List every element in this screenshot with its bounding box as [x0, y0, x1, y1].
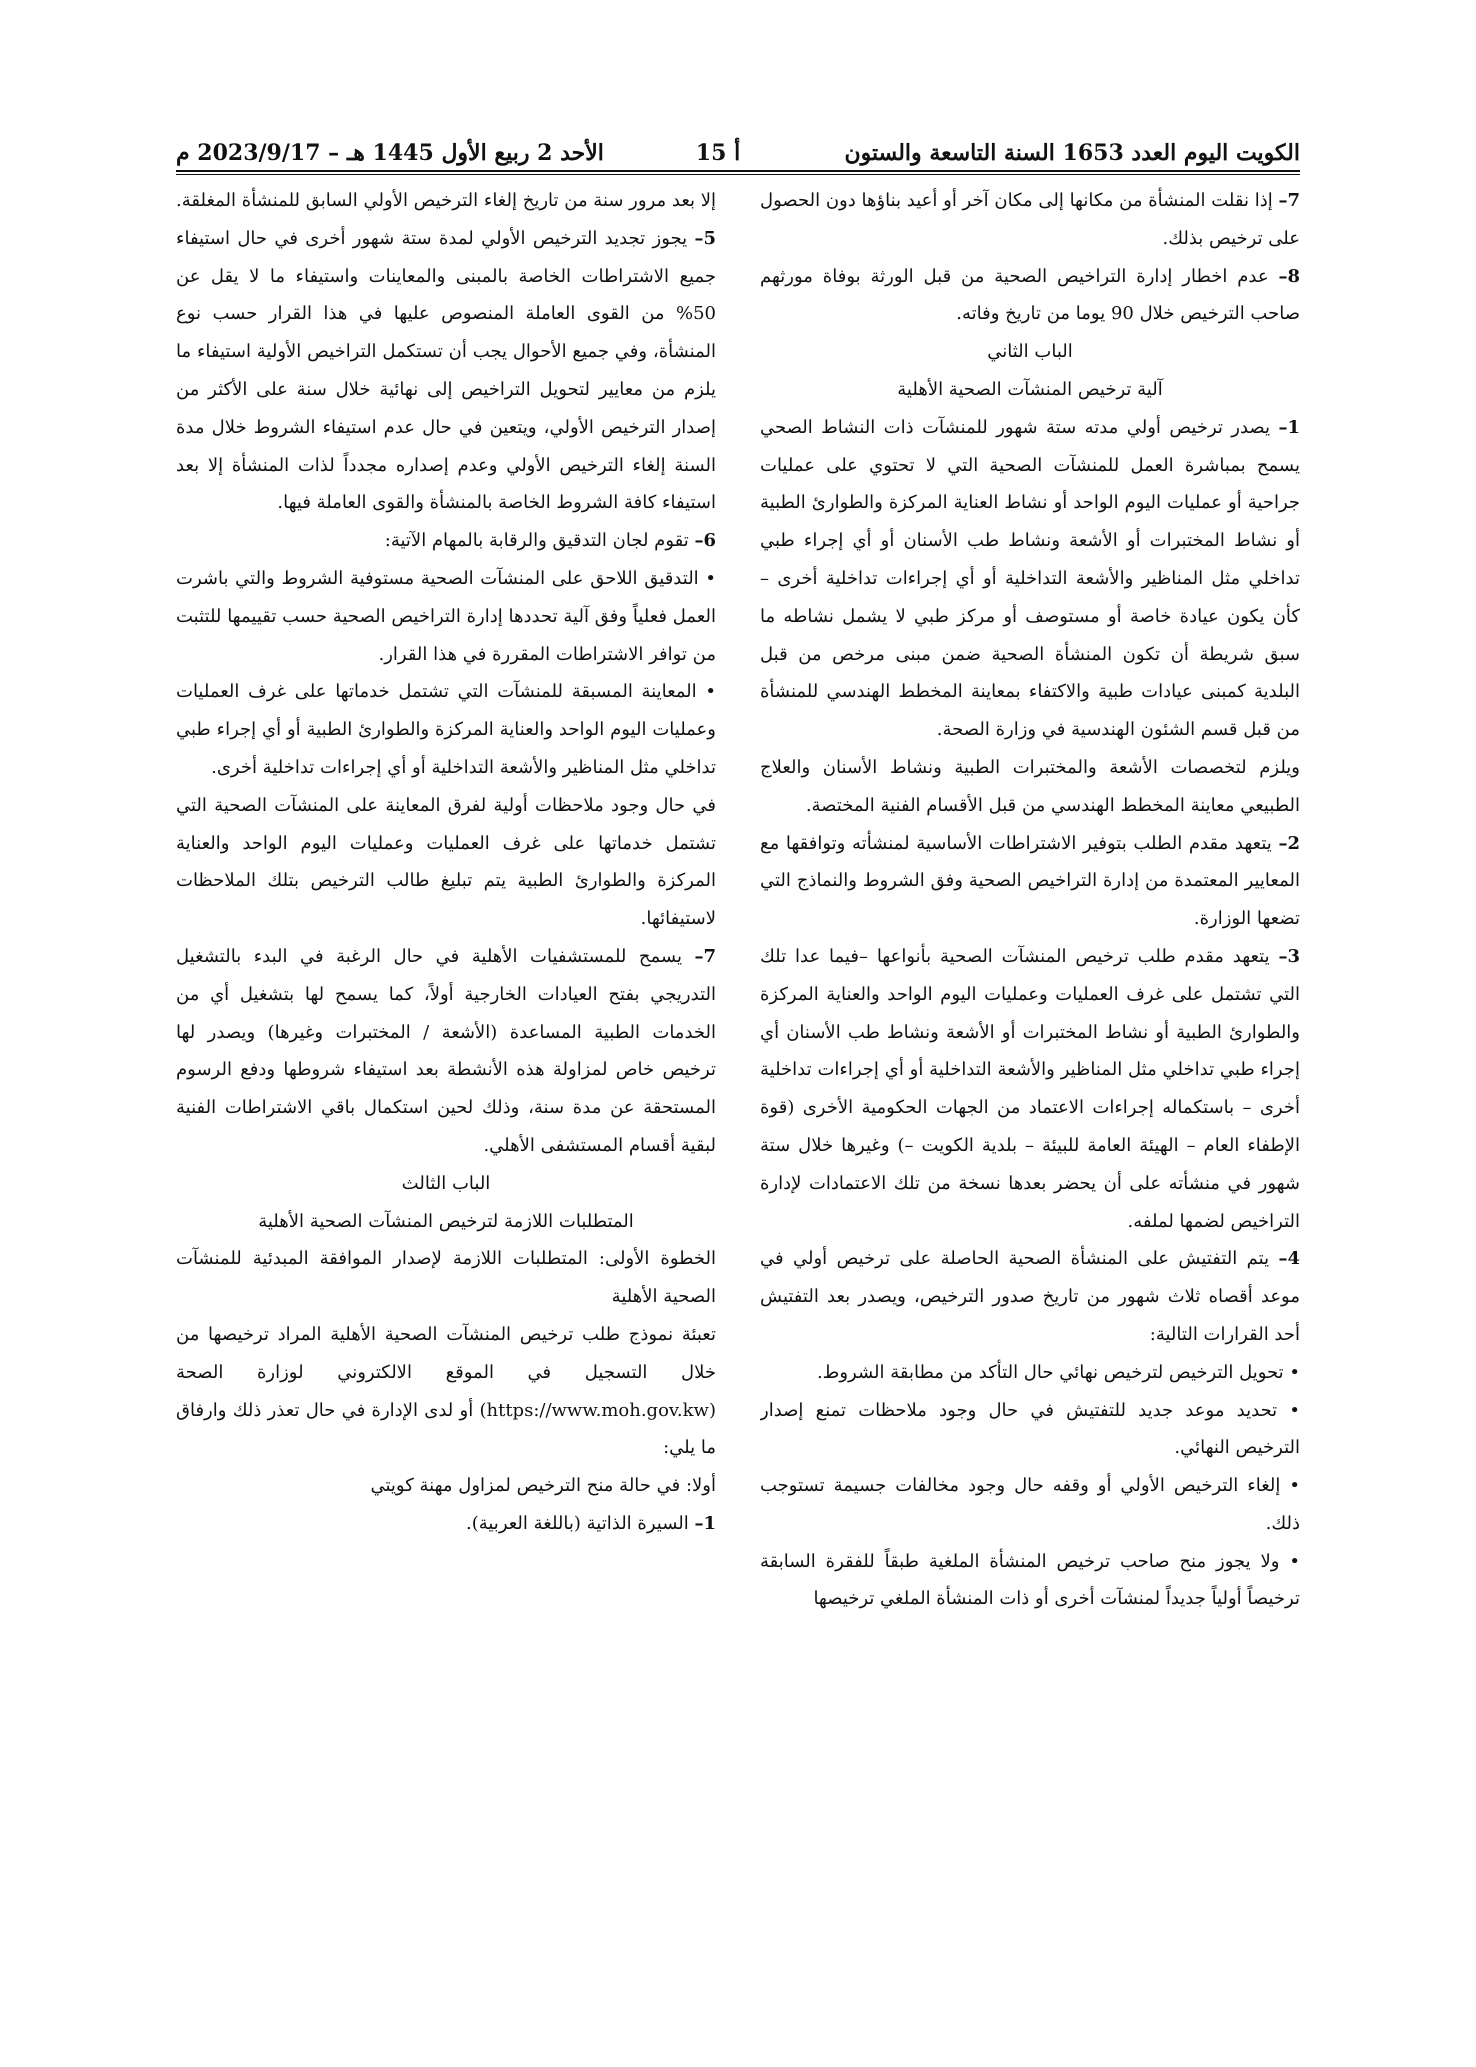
item-number: 7–: [694, 945, 716, 967]
paragraph-text: في حال وجود ملاحظات أولية لفرق المعاينة على المنشآت الصحية التي تشتمل خدماتها على غرف العمليات وعمليات اليوم الواحد والعناية المركزة والطوارئ الطبية يتم تبليغ طالب الترخيص بتلك الملاحظات لاستيفائها.: [176, 794, 716, 930]
paragraph: [176, 522, 716, 560]
paragraph-text: • تحديد موعد جديد للتفتيش في حال وجود ملاحظات تمنع إصدار الترخيص النهائي.: [760, 1399, 1300, 1459]
item-number: 7–: [1278, 190, 1300, 211]
paragraph: [760, 258, 1300, 334]
paragraph-text: الخطوة الأولى: المتطلبات اللازمة لإصدار الموافقة المبدئية للمنشآت الصحية الأهلية: [176, 1248, 716, 1308]
header-rule: [176, 170, 1300, 175]
paragraph: [176, 1240, 716, 1316]
paragraph-text: يتم التفتيش على المنشأة الصحية الحاصلة على ترخيص أولي في موعد أقصاه ثلاث شهور من تاريخ صدور الترخيص، ويصدر بعد التفتيش أحد القرارات التالية:: [760, 1248, 1300, 1345]
item-number: 5–: [694, 227, 716, 249]
paragraph: [760, 1240, 1300, 1353]
section-heading: [176, 1203, 716, 1241]
item-number: 4–: [1278, 1248, 1300, 1270]
paragraph-text: • إلغاء الترخيص الأولي أو وقفه حال وجود مخالفات جسيمة تستوجب ذلك.: [760, 1475, 1300, 1534]
paragraph-text: • ولا يجوز منح صاحب ترخيص المنشأة الملغية طبقاً للفقرة السابقة ترخيصاً أولياً جديداً لمنشآت أخرى أو ذات المنشأة الملغي ترخيصها: [760, 1550, 1300, 1610]
paragraph: [176, 1505, 716, 1543]
paragraph: [176, 673, 716, 786]
paragraph: [760, 182, 1300, 258]
header-page-number: أ 15: [695, 140, 741, 166]
paragraph: [760, 1354, 1300, 1392]
paragraph-text: تعبئة نموذج طلب ترخيص المنشآت الصحية الأهلية المراد ترخيصها من خلال التسجيل في الموقع الالكتروني لوزارة الصحة (https://www.moh.gov.kw) أو لدى الإدارة في حال تعذر ذلك وارفاق ما يلي:: [176, 1323, 716, 1459]
paragraph-text: يصدر ترخيص أولي مدته ستة شهور للمنشآت ذات النشاط الصحي يسمح بمباشرة العمل للمنشآت الصحية التي لا تحتوي على عمليات جراحية أو عمليات اليوم الواحد أو نشاط العناية المركزة والطوارئ الطبية أو نشاط المختبرات أو الأشعة ونشاط طب الأسنان أو أي إجراء طبي تداخلي مثل المناظير والأشعة التداخلية أو أي إجراءات تداخلية أخرى – كأن يكون عيادة خاصة أو مستوصف أو مركز طبي لا يشمل نشاطه ما سبق شريطة أن تكون المنشأة الصحية ضمن مبنى مرخص من قبل البلدية كمبنى عيادات طبية والاكتفاء بمعاينة المخطط الهندسي للمنشأة من قبل قسم الشئون الهندسية في وزارة الصحة.: [760, 416, 1300, 741]
paragraph-text: ويلزم لتخصصات الأشعة والمختبرات الطبية ونشاط الأسنان والعلاج الطبيعي معاينة المخطط الهندسي من قبل الأقسام الفنية المختصة.: [760, 756, 1300, 816]
paragraph-text: يتعهد مقدم طلب ترخيص المنشآت الصحية بأنواعها –فيما عدا تلك التي تشتمل على غرف العمليات وعمليات اليوم الواحد والعناية المركزة والطوارئ الطبية أو نشاط المختبرات أو الأشعة ونشاط طب الأسنان أي إجراء طبي تداخلي مثل المناظير والأشعة التداخلية أو أي إجراءات تداخلية أخرى – باستكماله إجراءات الاعتماد من الجهات الحكومية الأخرى (قوة الإطفاء العام – الهيئة العامة للبيئة – بلدية الكويت –) وغيرها خلال ستة شهور في منشأته على أن يحضر بعدها نسخة من تلك الاعتمادات لإدارة التراخيص لضمها لملفه.: [760, 945, 1300, 1232]
section-heading: [176, 1165, 716, 1203]
paragraph-text: الباب الثاني: [987, 341, 1073, 363]
paragraph: [176, 182, 716, 220]
paragraph: [760, 749, 1300, 825]
header-date: الأحد 2 ربيع الأول 1445 هـ – 2023/9/17 م: [176, 140, 604, 166]
header-publication: الكويت اليوم العدد 1653 السنة التاسعة والستون: [844, 140, 1300, 166]
item-number: 2–: [1278, 832, 1300, 854]
paragraph-text: الباب الثالث: [401, 1172, 491, 1194]
left-column: [176, 182, 716, 1942]
section-heading: [760, 333, 1300, 371]
paragraph-text: أولا: في حالة منح الترخيص لمزاول مهنة كويتي: [370, 1475, 716, 1497]
paragraph-text: المتطلبات اللازمة لترخيص المنشآت الصحية الأهلية: [258, 1210, 634, 1232]
paragraph-text: يسمح للمستشفيات الأهلية في حال الرغبة في البدء بالتشغيل التدريجي بفتح العيادات الخارجية أولاً، كما يسمح لها بتشغيل أي من الخدمات الطبية المساعدة (الأشعة / المختبرات وغيرها) ويصدر لها ترخيص خاص لمزاولة هذه الأنشطة بعد استيفاء شروطها ودفع الرسوم المستحقة عن مدة سنة، وذلك لحين استكمال باقي الاشتراطات الفنية لبقية أقسام المستشفى الأهلي.: [176, 945, 716, 1156]
item-number: 1–: [1278, 416, 1300, 438]
item-number: 6–: [694, 530, 716, 552]
paragraph: [760, 1543, 1300, 1619]
paragraph-text: إذا نقلت المنشأة من مكانها إلى مكان آخر أو أعيد بناؤها دون الحصول على ترخيص بذلك.: [760, 190, 1300, 249]
paragraph-text: • تحويل الترخيص لترخيص نهائي حال التأكد من مطابقة الشروط.: [816, 1361, 1300, 1383]
paragraph-text: عدم اخطار إدارة التراخيص الصحية من قبل الورثة بوفاة مورثهم صاحب الترخيص خلال 90 يوما من تاريخ وفاته.: [760, 265, 1300, 325]
paragraph: [176, 1316, 716, 1467]
paragraph-text: يتعهد مقدم الطلب بتوفير الاشتراطات الأساسية لمنشأته وتوافقها مع المعايير المعتمدة من إدارة التراخيص الصحية وفق الشروط والنماذج التي تضعها الوزارة.: [760, 832, 1300, 930]
paragraph: [760, 1392, 1300, 1468]
section-heading: [760, 371, 1300, 409]
page-header: [176, 118, 1300, 166]
paragraph-text: آلية ترخيص المنشآت الصحية الأهلية: [897, 378, 1163, 400]
paragraph: [760, 1467, 1300, 1543]
paragraph: [176, 787, 716, 938]
paragraph-text: • المعاينة المسبقة للمنشآت التي تشتمل خدماتها على غرف العمليات وعمليات اليوم الواحد والعناية المركزة والطوارئ الطبية أو أي إجراء طبي تداخلي مثل المناظير والأشعة التداخلية أو أي إجراءات تداخلية أخرى.: [176, 681, 716, 778]
paragraph: [760, 409, 1300, 749]
paragraph-text: السيرة الذاتية (باللغة العربية).: [465, 1512, 695, 1534]
paragraph: [176, 938, 716, 1165]
paragraph: [176, 220, 716, 522]
paragraph: [176, 560, 716, 673]
paragraph-text: تقوم لجان التدقيق والرقابة بالمهام الآتية:: [384, 530, 695, 552]
paragraph-text: • التدقيق اللاحق على المنشآت الصحية مستوفية الشروط والتي باشرت العمل فعلياً وفق آلية تحددها إدارة التراخيص الصحية حسب تقييمها للتثبت من توافر الاشتراطات المقررة في هذا القرار.: [176, 567, 716, 665]
paragraph-text: يجوز تجديد الترخيص الأولي لمدة ستة شهور أخرى في حال استيفاء جميع الاشتراطات الخاصة بالمبنى والمعاينات واستيفاء ما لا يقل عن 50% من القوى العاملة المنصوص عليها في هذا القرار حسب نوع المنشأة، وفي جميع الأحوال يجب أن تستكمل التراخيص الأولية استيفاء ما يلزم من معايير لتحويل التراخيص إلى نهائية خلال سنة على الأكثر من إصدار الترخيص الأولي، ويتعين في حال عدم استيفاء الشروط خلال مدة السنة إلغاء الترخيص الأولي وعدم إصداره مجدداً لذات المنشأة إلا بعد استيفاء كافة الشروط الخاصة بالمنشأة والقوى العاملة فيها.: [176, 227, 716, 514]
paragraph: [176, 1467, 716, 1505]
right-column: [760, 182, 1300, 1942]
item-number: 3–: [1278, 945, 1300, 967]
paragraph: [760, 938, 1300, 1240]
item-number: 1–: [694, 1512, 716, 1534]
item-number: 8–: [1278, 265, 1300, 287]
paragraph: [760, 825, 1300, 938]
paragraph-text: إلا بعد مرور سنة من تاريخ إلغاء الترخيص الأولي السابق للمنشأة المغلقة.: [176, 190, 716, 211]
